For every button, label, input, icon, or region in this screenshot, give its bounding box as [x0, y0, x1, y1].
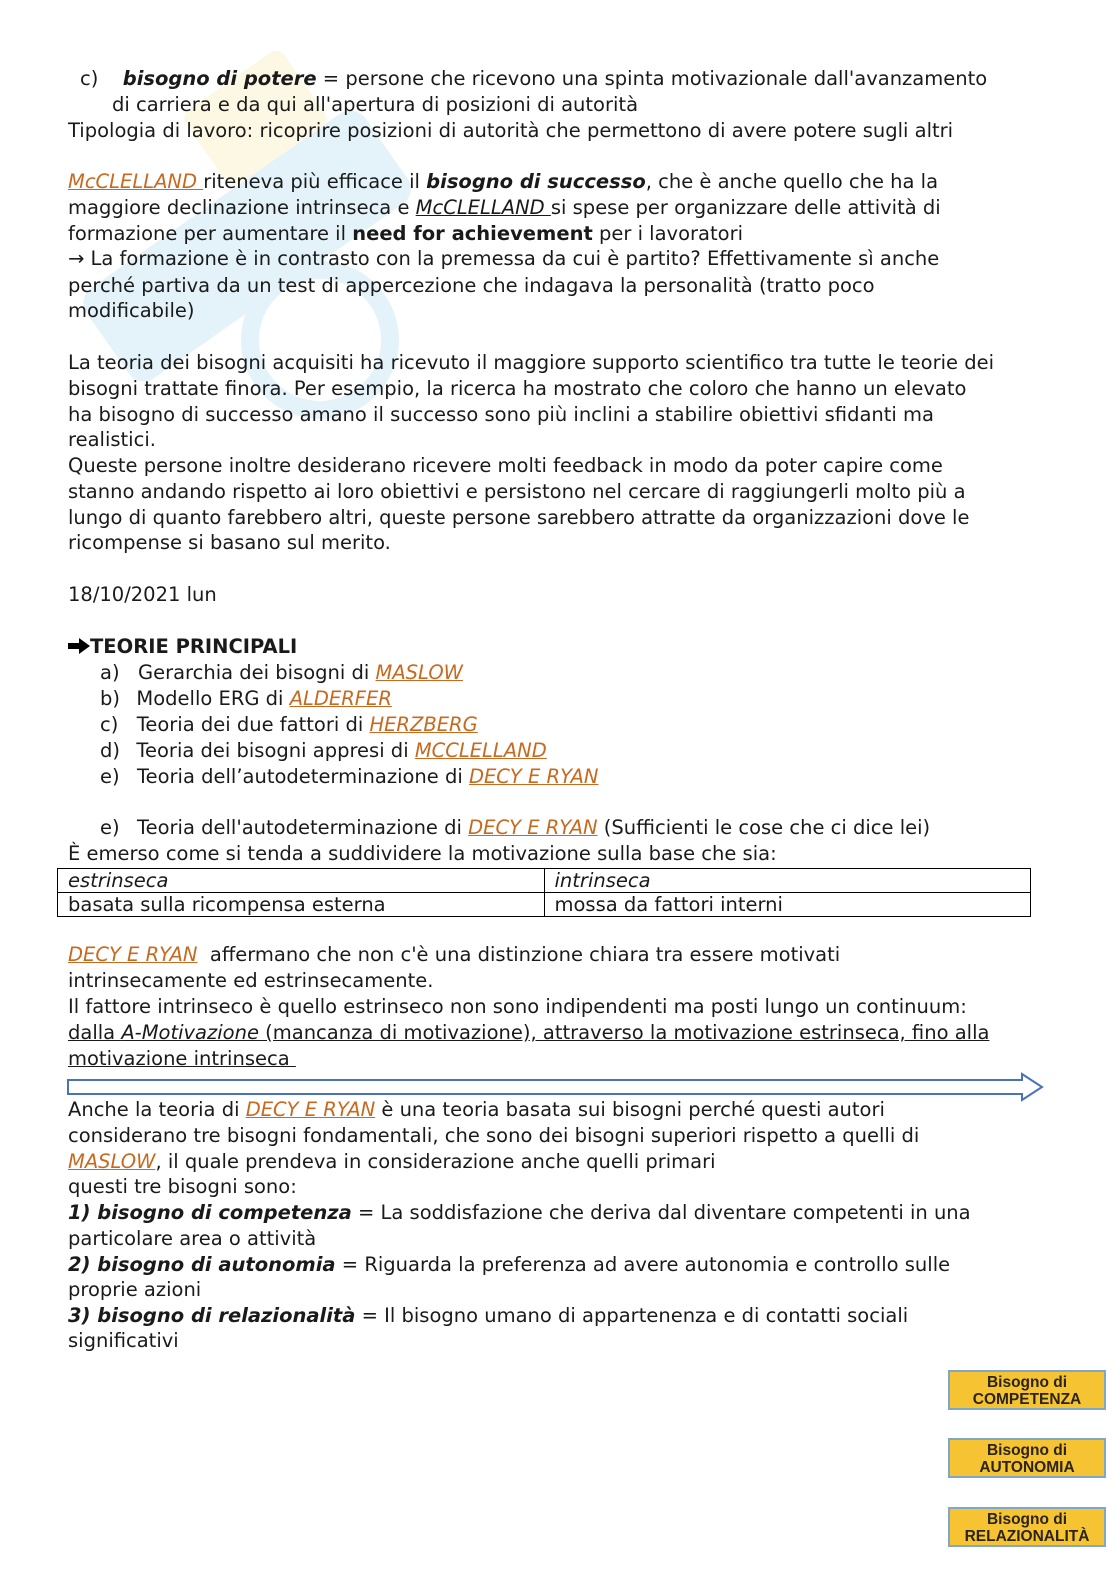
text-line: questi tre bisogni sono:: [68, 1175, 297, 1198]
list-letter: d): [100, 739, 120, 762]
paragraph-line: [68, 942, 840, 968]
text-line: considerano tre bisogni fondamentali, che sono dei bisogni superiori rispetto a quelli di: [68, 1124, 920, 1147]
text-line: stanno andando rispetto ai loro obiettivi e persistono nel cercare di raggiungerli molto più a: [68, 480, 966, 503]
text: è una teoria basata sui bisogni perché questi autori: [375, 1098, 885, 1121]
list-letter: c): [80, 67, 99, 90]
paragraph-line: [68, 1097, 885, 1123]
text: = persone che ricevono una spinta motivazionale dall'avanzamento: [316, 67, 988, 90]
text: = La soddisfazione che deriva dal diventare competenti in una: [351, 1201, 971, 1224]
text-line: di carriera e da qui all'apertura di posizioni di autorità: [112, 93, 639, 116]
text: Teoria dell’autodeterminazione di: [137, 765, 469, 788]
badge-line: COMPETENZA: [972, 1391, 1082, 1408]
term-relazionalita: 3) bisogno di relazionalità: [68, 1304, 356, 1327]
text-line: perché partiva da un test di appercezione che indagava la personalità (tratto poco: [68, 274, 875, 297]
author-link-maslow[interactable]: MASLOW: [68, 1150, 156, 1173]
text-line: particolare area o attività: [68, 1227, 317, 1250]
badge-line: AUTONOMIA: [979, 1459, 1075, 1476]
paragraph-line: [68, 221, 743, 247]
text-line: Tipologia di lavoro: ricoprire posizioni di autorità che permettono di avere potere sugli altri: [68, 119, 954, 142]
arrow-note-line: → La formazione è in contrasto con la premessa da cui è partito? Effettivamente sì anche: [68, 247, 940, 270]
author-link-maslow[interactable]: MASLOW: [375, 661, 463, 684]
paragraph-line: [68, 169, 938, 195]
text: per i lavoratori: [592, 222, 744, 245]
list-item: [100, 712, 478, 738]
badge-line: Bisogno di: [986, 1442, 1068, 1459]
author-link-decy-ryan[interactable]: DECY E RYAN: [68, 943, 198, 966]
badge-autonomia: [948, 1438, 1106, 1478]
list-item: [100, 660, 463, 686]
text-line: È emerso come si tenda a suddividere la motivazione sulla base che sia:: [68, 842, 777, 865]
text-line: Queste persone inoltre desiderano ricevere molti feedback in modo da poter capire come: [68, 454, 943, 477]
text: riteneva più efficace il: [203, 170, 427, 193]
table-cell: basata sulla ricompensa esterna: [58, 893, 545, 917]
need-item: [68, 1200, 971, 1226]
badge-line: RELAZIONALITÀ: [964, 1528, 1090, 1545]
text-line: intrinsecamente ed estrinsecamente.: [68, 969, 434, 992]
text: affermano che non c'è una distinzione chiara tra essere motivati: [197, 943, 841, 966]
underlined-line: motivazione intrinseca: [68, 1047, 296, 1070]
text: = Riguarda la preferenza ad avere autonomia e controllo sulle: [335, 1253, 951, 1276]
motivation-table: [57, 868, 1031, 917]
author-link-mcclelland[interactable]: McCLELLAND: [68, 170, 204, 193]
text: formazione per aumentare il: [68, 222, 353, 245]
text: Teoria dei due fattori di: [136, 713, 370, 736]
text: (Sufficienti le cose che ci dice lei): [597, 816, 931, 839]
underlined-line: [68, 1020, 989, 1046]
text-line: Il fattore intrinseco è quello estrinseco non sono indipendenti ma posti lungo un continuum:: [68, 995, 967, 1018]
author-link-decy-ryan[interactable]: DECY E RYAN: [468, 816, 598, 839]
text-line: ricompense si basano sul merito.: [68, 531, 391, 554]
text-line: lungo di quanto farebbero altri, queste persone sarebbero attratte da organizzazioni dove le: [68, 506, 970, 529]
list-letter: a): [100, 661, 120, 684]
term-a-motivazione: A-Motivazione: [121, 1021, 259, 1044]
term-competenza: 1) bisogno di competenza: [68, 1201, 352, 1224]
text: Teoria dei bisogni appresi di: [136, 739, 415, 762]
table-row: [58, 869, 1031, 893]
term-autonomia: 2) bisogno di autonomia: [68, 1253, 336, 1276]
table-cell: intrinseca: [544, 869, 1031, 893]
text: (mancanza di motivazione), attraverso la motivazione estrinseca, fino alla: [258, 1021, 990, 1044]
text: Gerarchia dei bisogni di: [137, 661, 376, 684]
list-letter: b): [100, 687, 120, 710]
text: maggiore declinazione intrinseca e: [68, 196, 416, 219]
badge-relazionalita: [948, 1507, 1106, 1547]
term-need-for-achievement: need for achievement: [352, 222, 593, 245]
text: , che è anche quello che ha la: [645, 170, 939, 193]
text-line: La teoria dei bisogni acquisiti ha ricevuto il maggiore supporto scientifico tra tutte le teorie dei: [68, 351, 995, 374]
list-letter: e): [100, 765, 120, 788]
table-cell: mossa da fattori interni: [544, 893, 1031, 917]
list-letter: c): [100, 713, 119, 736]
list-item: [100, 738, 547, 764]
text: dalla: [68, 1021, 122, 1044]
need-item: [68, 1303, 908, 1329]
author-link-decy-ryan[interactable]: DECY E RYAN: [468, 765, 599, 788]
paragraph-line: [68, 1149, 716, 1175]
list-letter: e): [100, 816, 120, 839]
list-item: [100, 686, 392, 712]
need-item: [68, 1252, 950, 1278]
author-link-herzberg[interactable]: HERZBERG: [369, 713, 478, 736]
text-line: significativi: [68, 1329, 179, 1352]
text: si spese per organizzare delle attività di: [550, 196, 941, 219]
text-line: modificabile): [68, 299, 195, 322]
section-e-title: [100, 815, 930, 841]
text: Teoria dell'autodeterminazione di: [137, 816, 469, 839]
table-cell: estrinseca: [58, 869, 545, 893]
text: , il quale prendeva in considerazione anche quelli primari: [155, 1150, 716, 1173]
badge-line: Bisogno di: [986, 1511, 1068, 1528]
section-heading: [68, 634, 297, 660]
text-line: bisogni trattate finora. Per esempio, la ricerca ha mostrato che coloro che hanno un elevato: [68, 377, 967, 400]
paragraph-line: [68, 195, 941, 221]
badge-line: Bisogno di: [986, 1374, 1068, 1391]
text-line: proprie azioni: [68, 1278, 202, 1301]
text: Modello ERG di: [136, 687, 290, 710]
list-item: [100, 764, 598, 790]
table-row: [58, 893, 1031, 917]
badge-competenza: [948, 1370, 1106, 1410]
text: Anche la teoria di: [68, 1098, 246, 1121]
text-line: realistici.: [68, 428, 156, 451]
author-link-decy-ryan[interactable]: DECY E RYAN: [245, 1098, 376, 1121]
author-link-mcclelland[interactable]: MCCLELLAND: [414, 739, 547, 762]
author-link-alderfer[interactable]: ALDERFER: [289, 687, 392, 710]
list-item-potere: [80, 66, 987, 92]
term-bisogno-potere: bisogno di potere: [122, 67, 317, 90]
arrow-right-icon: [68, 638, 90, 654]
text: = Il bisogno umano di appartenenza e di contatti sociali: [355, 1304, 909, 1327]
text-line: ha bisogno di successo amano il successo sono più inclini a stabilire obiettivi sfidanti ma: [68, 403, 934, 426]
date-label: 18/10/2021 lun: [68, 583, 217, 606]
heading-text: TEORIE PRINCIPALI: [90, 635, 298, 658]
term-bisogno-successo: bisogno di successo: [426, 170, 646, 193]
author-link-mcclelland[interactable]: McCLELLAND: [415, 196, 551, 219]
